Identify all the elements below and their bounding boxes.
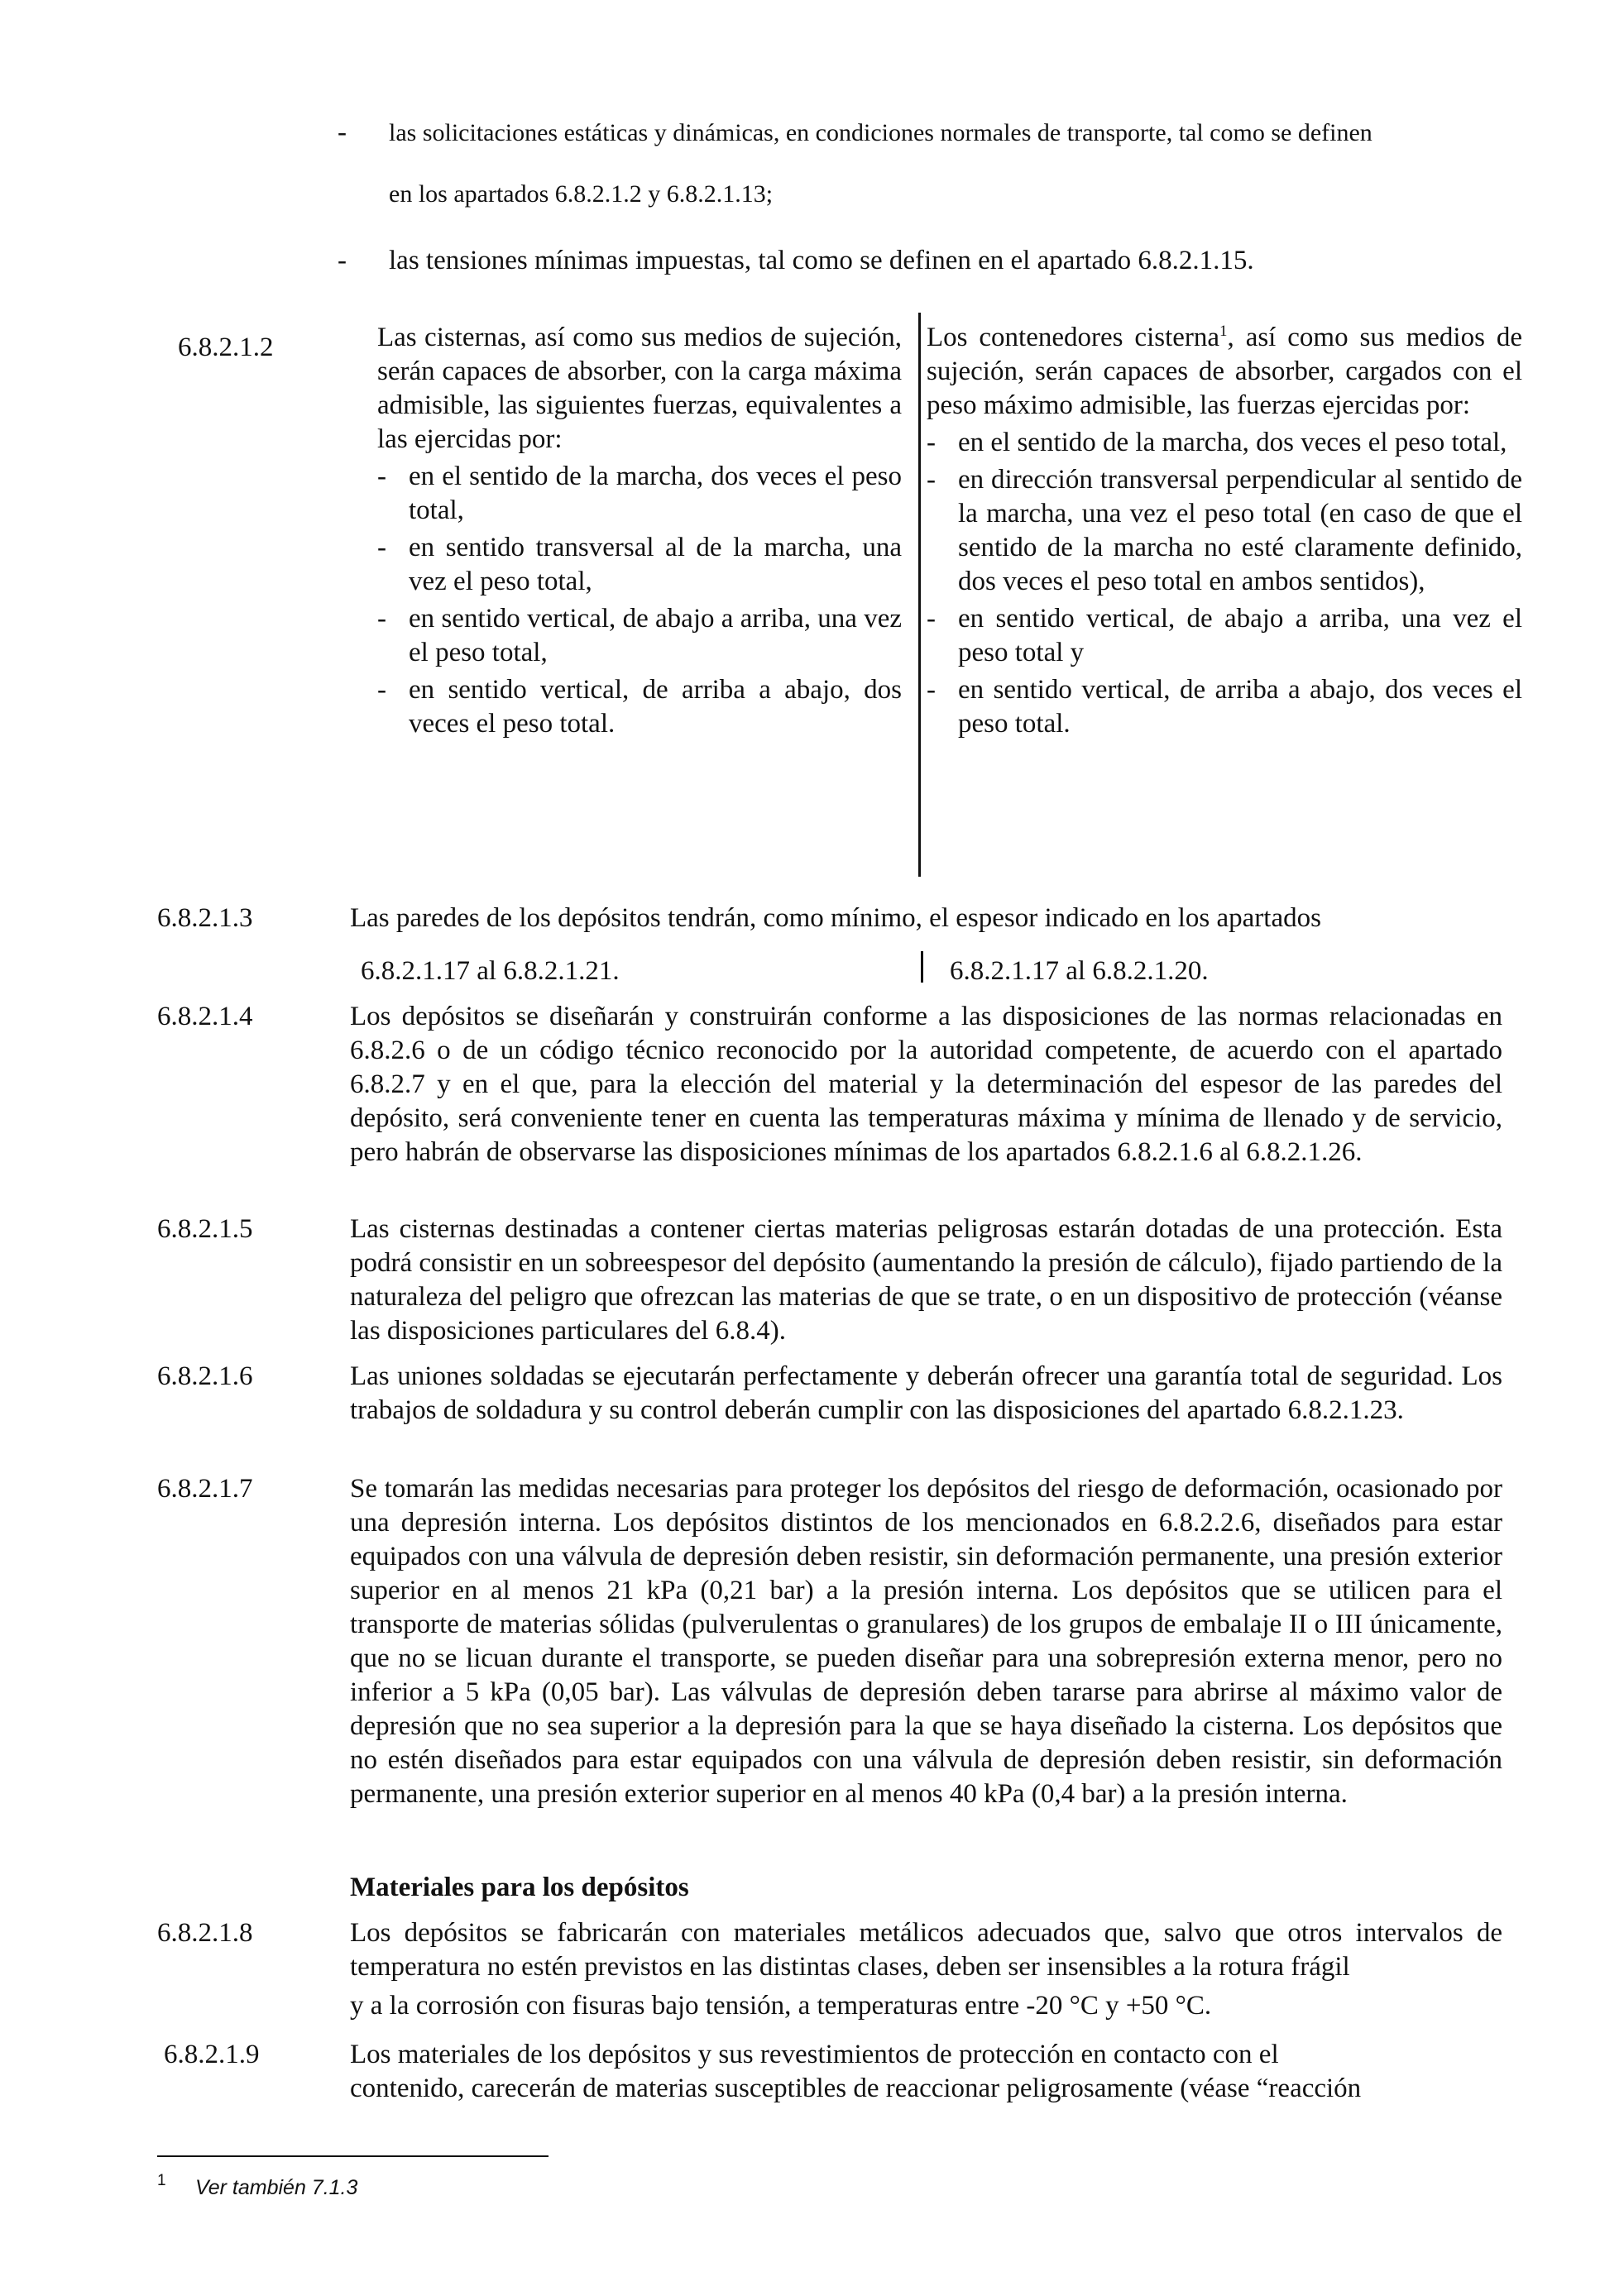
section-number: 6.8.2.1.6 <box>157 1361 253 1391</box>
section-text: Las paredes de los depósitos tendrán, como mínimo, el espesor indicado en los apartados <box>350 903 1321 933</box>
list-item: - en sentido transversal al de la marcha, una vez el peso total, <box>377 533 902 596</box>
section-text: Los depósitos se fabricarán con materiales metálicos adecuados que, salvo que otros intervalos de temperatura no estén previstos en las distintas clases, deben ser insensibles a la rotura frágil <box>350 1918 1502 1982</box>
section-text-line2: contenido, carecerán de materias susceptibles de reaccionar peligrosamente (véase “reacción <box>350 2074 1362 2103</box>
footnote-mark: 1 <box>157 2172 166 2189</box>
intro-item-2-text: las tensiones mínimas impuestas, tal como se definen en el apartado 6.8.2.1.15. <box>389 246 1254 275</box>
section-text: Las uniones soldadas se ejecutarán perfectamente y deberán ofrecer una garantía total de seguridad. Los trabajos de soldadura y su control deberán cumplir con las disposiciones del apartado 6.8.2.1.23. <box>350 1361 1502 1425</box>
intro-item-2-marker: - <box>338 246 347 275</box>
section-text-last-line: y a la corrosión con fisuras bajo tensión, a temperaturas entre -20 °C y +50 °C. <box>350 1991 1212 2021</box>
list-item: - en sentido vertical, de arriba a abajo, dos veces el peso total. <box>927 675 1522 739</box>
list-item: - en el sentido de la marcha, dos veces el peso total, <box>927 428 1507 457</box>
footnote-text: Ver también 7.1.3 <box>195 2176 358 2199</box>
section-left-ref: 6.8.2.1.17 al 6.8.2.1.21. <box>361 956 620 986</box>
right-column <box>927 321 1522 741</box>
section-number: 6.8.2.1.8 <box>157 1918 253 1948</box>
left-column-intro: Las cisternas, así como sus medios de sujeción, serán capaces de absorber, con la carga máxima admisible, las siguientes fuerzas, equivalentes a las ejercidas por: <box>377 323 902 454</box>
section-heading: Materiales para los depósitos <box>350 1873 689 1902</box>
section-text: Los depósitos se diseñarán y construirán conforme a las disposiciones de las normas relacionadas en 6.8.2.6 o de un código técnico reconocido por la autoridad competente, de acuerdo con el apartado 6.8.2.7 y en el que, para la elección del material y la determinación del espesor de las paredes del depósito, será conveniente tener en cuenta las temperaturas máxima y mínima de llenado y de servicio, pero habrán de observarse las disposiciones mínimas de los apartados 6.8.2.1.6 al 6.8.2.1.26. <box>350 1002 1502 1167</box>
footnote-separator <box>157 2155 549 2157</box>
section-number: 6.8.2.1.5 <box>157 1214 253 1244</box>
section-number: 6.8.2.1.9 <box>164 2040 260 2069</box>
list-item: - en sentido vertical, de abajo a arriba, una vez el peso total y <box>927 604 1522 667</box>
section-text: Las cisternas destinadas a contener ciertas materias peligrosas estarán dotadas de una protección. Esta podrá consistir en un sobreespesor del depósito (aumentando la presión de cálculo), fijado partiendo de la naturaleza del peligro que ofrezcan las materias de que se trate, o en un dispositivo de protección (véanse las disposiciones particulares del 6.8.4). <box>350 1214 1502 1346</box>
section-number: 6.8.2.1.3 <box>157 903 253 933</box>
column-divider <box>918 313 921 877</box>
list-item: - en sentido vertical, de abajo a arriba, una vez el peso total, <box>377 604 902 667</box>
intro-item-1-marker: - <box>338 117 347 147</box>
column-divider <box>921 951 923 983</box>
intro-item-1-line1: las solicitaciones estáticas y dinámicas, en condiciones normales de transporte, tal como se definen <box>389 119 1372 146</box>
intro-item-1-line2: en los apartados 6.8.2.1.2 y 6.8.2.1.13; <box>389 180 774 208</box>
section-number: 6.8.2.1.4 <box>157 1002 253 1031</box>
section-right-ref: 6.8.2.1.17 al 6.8.2.1.20. <box>950 956 1209 986</box>
section-text: Se tomarán las medidas necesarias para proteger los depósitos del riesgo de deformación, ocasionado por una depresión interna. Los depósitos distintos de los mencionados en 6.8.2.2.6, diseñados para estar equipados con una válvula de depresión deben resistir, sin deformación permanente, una presión exterior superior en al menos 21 kPa (0,21 bar) a la presión interna. Los depósitos que se utilicen para el transporte de materias sólidas (pulverulentas o granulares) de los grupos de embalaje II o III únicamente, que no se licuan durante el transporte, se pueden diseñar para una sobrepresión externa menor, pero no inferior a 5 kPa (0,05 bar). Las válvulas de depresión deben tararse para abrirse al máximo valor de depresión que no sea superior a la depresión para la que se haya diseñado la cisterna. Los depósitos que no estén diseñados para estar equipados con una válvula de depresión deben resistir, sin deformación permanente, una presión exterior superior en al menos 40 kPa (0,4 bar) a la presión interna. <box>350 1474 1502 1809</box>
list-item: - en sentido vertical, de arriba a abajo, dos veces el peso total. <box>377 675 902 739</box>
right-column-intro: Los contenedores cisterna$^1$, así como sus medios de sujeción, serán capaces de absorber, cargados con el peso máximo admisible, las fuerzas ejercidas por: <box>927 323 1522 420</box>
left-column <box>377 321 902 741</box>
section-number: 6.8.2.1.7 <box>157 1474 253 1504</box>
list-item: - en el sentido de la marcha, dos veces el peso total, <box>377 462 902 525</box>
section-number: 6.8.2.1.2 <box>178 332 274 362</box>
section-text-line1: Los materiales de los depósitos y sus revestimientos de protección en contacto con el <box>350 2040 1279 2069</box>
footnote-ref: 1 <box>1219 323 1228 340</box>
list-item: - en dirección transversal perpendicular al sentido de la marcha, una vez el peso total (en caso de que el sentido de la marcha no esté claramente definido, dos veces el peso total en ambos sentidos), <box>927 465 1522 596</box>
